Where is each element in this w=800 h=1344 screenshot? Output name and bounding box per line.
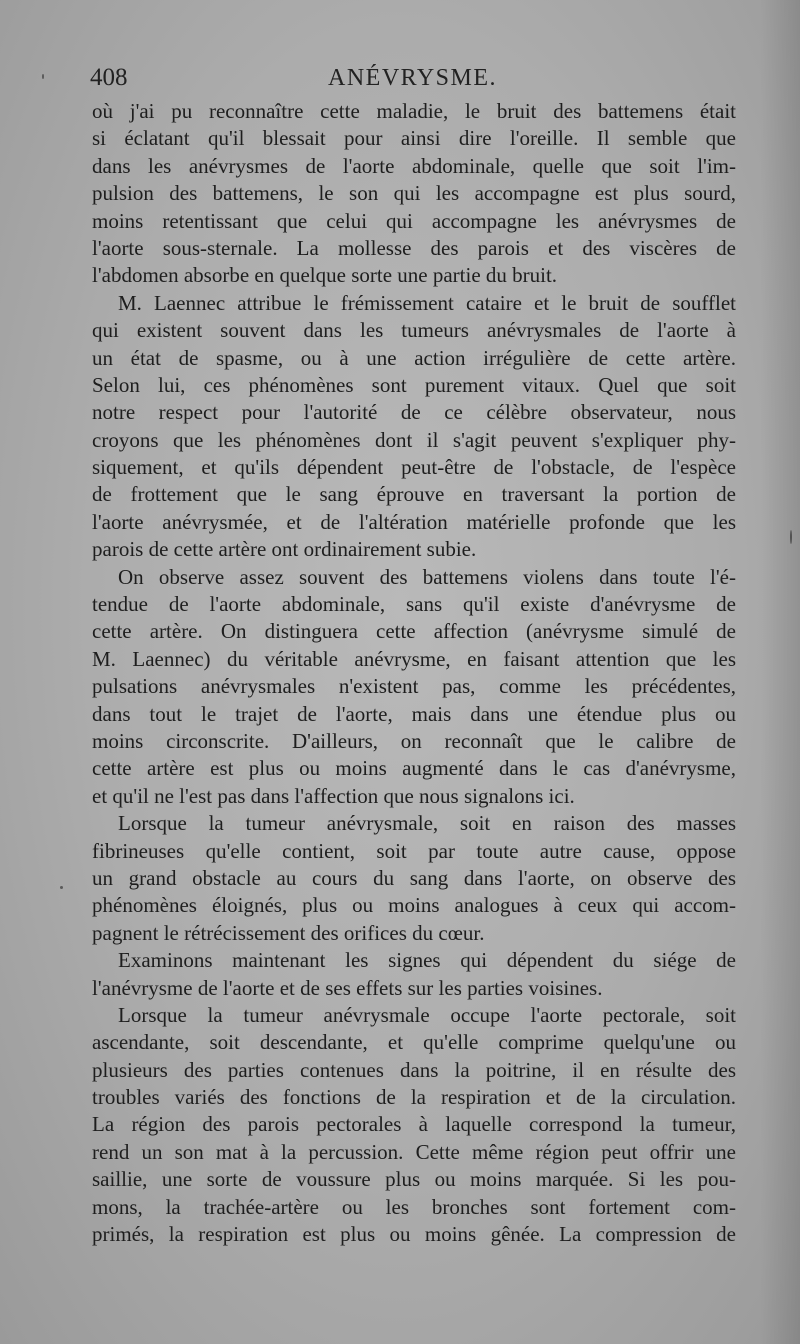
text-line: dans tout le trajet de l'aorte, mais dans une étendue plus ou [92, 701, 736, 726]
text-line: M. Laennec) du véritable anévrysme, en faisant attention que les [92, 646, 736, 671]
text-line: Lorsque la tumeur anévrysmale, soit en raison des masses [118, 811, 736, 836]
page-header [90, 60, 736, 96]
text-line: siquement, et qu'ils dépendent peut-être de l'obstacle, de l'espèce [92, 455, 736, 480]
text-line: Selon lui, ces phénomènes sont purement vitaux. Quel que soit [92, 372, 736, 397]
text-line: où j'ai pu reconnaître cette maladie, le bruit des battemens était [92, 99, 736, 123]
text-line: La région des parois pectorales à laquelle correspond la tumeur, [92, 1112, 736, 1137]
text-line: rend un son mat à la percussion. Cette même région peut offrir une [92, 1139, 736, 1164]
paper-speck [42, 74, 44, 79]
text-line: l'anévrysme de l'aorte et de ses effets sur les parties voisines. [92, 975, 603, 1000]
text-line: primés, la respiration est plus ou moins gênée. La compression de [92, 1222, 736, 1247]
text-line: l'aorte anévrysmée, et de l'altération matérielle profonde que les [92, 509, 736, 534]
text-line: croyons que les phénomènes dont il s'agit peuvent s'expliquer phy- [92, 427, 736, 452]
text-line: plusieurs des parties contenues dans la poitrine, il en résulte des [92, 1057, 736, 1082]
text-line: pagnent le rétrécissement des orifices du cœur. [92, 920, 485, 945]
page-number: 408 [90, 64, 128, 91]
text-line: ascendante, soit descendante, et qu'elle comprime quelqu'une ou [92, 1030, 736, 1055]
body-text [92, 98, 736, 1248]
text-line: saillie, une sorte de voussure plus ou moins marquée. Si les pou- [92, 1167, 736, 1192]
text-line: cette artère est plus ou moins augmenté dans le cas d'anévrysme, [92, 756, 736, 781]
text-line: l'abdomen absorbe en quelque sorte une partie du bruit. [92, 263, 558, 288]
text-line: pulsion des battemens, le son qui les accompagne est plus sourd, [92, 181, 736, 206]
text-line: dans les anévrysmes de l'aorte abdominale, quelle que soit l'im- [92, 153, 736, 178]
text-line: un grand obstacle au cours du sang dans l'aorte, on observe des [92, 865, 736, 890]
text-line: troubles variés des fonctions de la respiration et de la circulation. [92, 1085, 736, 1110]
text-line: parois de cette artère ont ordinairement subie. [92, 537, 477, 562]
text-line: l'aorte sous-sternale. La mollesse des parois et des viscères de [92, 235, 736, 260]
text-line: pulsations anévrysmales n'existent pas, comme les précédentes, [92, 674, 736, 699]
text-line: un état de spasme, ou à une action irrégulière de cette artère. [92, 345, 736, 370]
text-line: phénomènes éloignés, plus ou moins analogues à ceux qui accom- [92, 893, 736, 918]
text-line: cette artère. On distinguera cette affection (anévrysme simulé de [92, 619, 736, 644]
text-line: de frottement que le sang éprouve en traversant la portion de [92, 482, 736, 507]
text-line: M. Laennec attribue le frémissement cataire et le bruit de soufflet [118, 290, 736, 315]
running-title: ANÉVRYSME. [328, 65, 498, 91]
paper-speck [60, 886, 63, 889]
text-line: qui existent souvent dans les tumeurs anévrysmales de l'aorte à [92, 318, 736, 343]
text-line: Lorsque la tumeur anévrysmale occupe l'aorte pectorale, soit [118, 1002, 736, 1027]
text-line: moins circonscrite. D'ailleurs, on reconnaît que le calibre de [92, 728, 736, 753]
text-line: et qu'il ne l'est pas dans l'affection que nous signalons ici. [92, 783, 575, 808]
text-line: mons, la trachée-artère ou les bronches sont fortement com- [92, 1194, 736, 1219]
paper-speck [790, 530, 792, 544]
text-line: notre respect pour l'autorité de ce célèbre observateur, nous [92, 400, 736, 425]
text-line: On observe assez souvent des battemens violens dans toute l'é- [118, 564, 736, 589]
text-line: si éclatant qu'il blessait pour ainsi dire l'oreille. Il semble que [92, 126, 736, 151]
text-line: moins retentissant que celui qui accompagne les anévrysmes de [92, 208, 736, 233]
text-line: fibrineuses qu'elle contient, soit par toute autre cause, oppose [92, 838, 736, 863]
text-line: tendue de l'aorte abdominale, sans qu'il existe d'anévrysme de [92, 592, 736, 617]
text-line: Examinons maintenant les signes qui dépendent du siége de [118, 948, 736, 973]
